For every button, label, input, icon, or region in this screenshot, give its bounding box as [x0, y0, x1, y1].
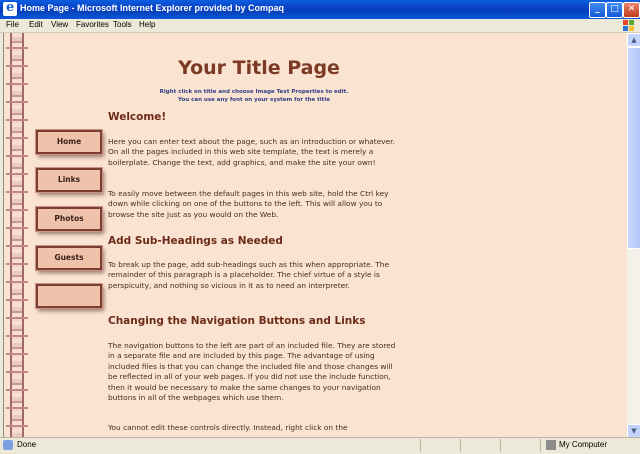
- navigation-paragraph-1: The navigation buttons to the left are part of an included file. They are stored in a separate file and are included by this page. The advantage of using included files is that you can change the included file and those changes will be reflected in all of your web pages. If you did not use the include function, then it would be necessary to make the same changes to your navigation buttons in all of the webpages which use them.: [108, 341, 396, 403]
- window-title: Home Page - Microsoft Internet Explorer provided by Compaq: [20, 3, 285, 13]
- menu-edit[interactable]: Edit: [29, 20, 43, 29]
- scroll-up-icon[interactable]: ▲: [627, 33, 640, 47]
- nav-guests-button[interactable]: Guests: [36, 246, 102, 270]
- page-title: Your Title Page: [178, 57, 340, 79]
- status-divider: [420, 439, 421, 452]
- subheading-paragraph: To break up the page, add sub-headings such as this when appropriate. The remainder of this paragraph is a placeholder. The chief virtue of a style is perspicuity, and nothing so vicious in it as to need an interpreter.: [108, 260, 390, 290]
- title-bar: [0, 0, 640, 19]
- status-divider: [460, 439, 461, 452]
- menu-help[interactable]: Help: [139, 20, 156, 29]
- subheading-heading: Add Sub-Headings as Needed: [108, 235, 283, 247]
- navigation-heading: Changing the Navigation Buttons and Links: [108, 315, 366, 327]
- vertical-scrollbar[interactable]: [627, 33, 640, 437]
- status-divider: [500, 439, 501, 452]
- menu-view[interactable]: View: [51, 20, 69, 29]
- title-hint-line2: You can use any font on your system for the title: [178, 97, 330, 103]
- status-divider: [540, 439, 541, 452]
- menu-file[interactable]: File: [6, 20, 19, 29]
- menu-tools[interactable]: Tools: [113, 20, 132, 29]
- nav-links-button[interactable]: Links: [36, 168, 102, 192]
- computer-icon: [546, 440, 556, 450]
- scroll-down-icon[interactable]: ▼: [627, 424, 640, 438]
- welcome-paragraph-2: To easily move between the default pages in this web site, hold the Ctrl key down while clicking on one of the buttons to the left. This will allow you to browse the site just as you would on the Web.: [108, 189, 389, 219]
- status-text: Done: [17, 440, 37, 449]
- nav-home-button[interactable]: Home: [36, 130, 102, 154]
- minimize-button[interactable]: _: [589, 2, 606, 18]
- page-done-icon: [3, 440, 13, 450]
- menu-favorites[interactable]: Favorites: [76, 20, 109, 29]
- welcome-heading: Welcome!: [108, 111, 167, 123]
- title-hint-line1: Right click on title and choose Image Text Properties to edit.: [159, 89, 349, 95]
- maximize-button[interactable]: □: [606, 2, 623, 18]
- page-viewport[interactable]: [3, 33, 628, 437]
- welcome-paragraph-1: Here you can enter text about the page, such as an introduction or whatever. On all the pages included in this web site template, the text is merely a boilerplate. Change the text, add graphics, and make the site your own!: [108, 137, 395, 167]
- close-button[interactable]: ✕: [623, 2, 640, 18]
- ie-icon: [3, 2, 17, 16]
- scroll-thumb[interactable]: [627, 47, 640, 249]
- security-zone: My Computer: [559, 440, 608, 449]
- nav-photos-button[interactable]: Photos: [36, 207, 102, 231]
- menu-bar: [0, 19, 640, 33]
- status-bar: [0, 437, 640, 454]
- windows-flag-icon: [622, 20, 636, 31]
- nav-blank-button[interactable]: [36, 284, 102, 308]
- navigation-paragraph-2: You cannot edit these controls directly. Instead, right click on the: [108, 423, 348, 432]
